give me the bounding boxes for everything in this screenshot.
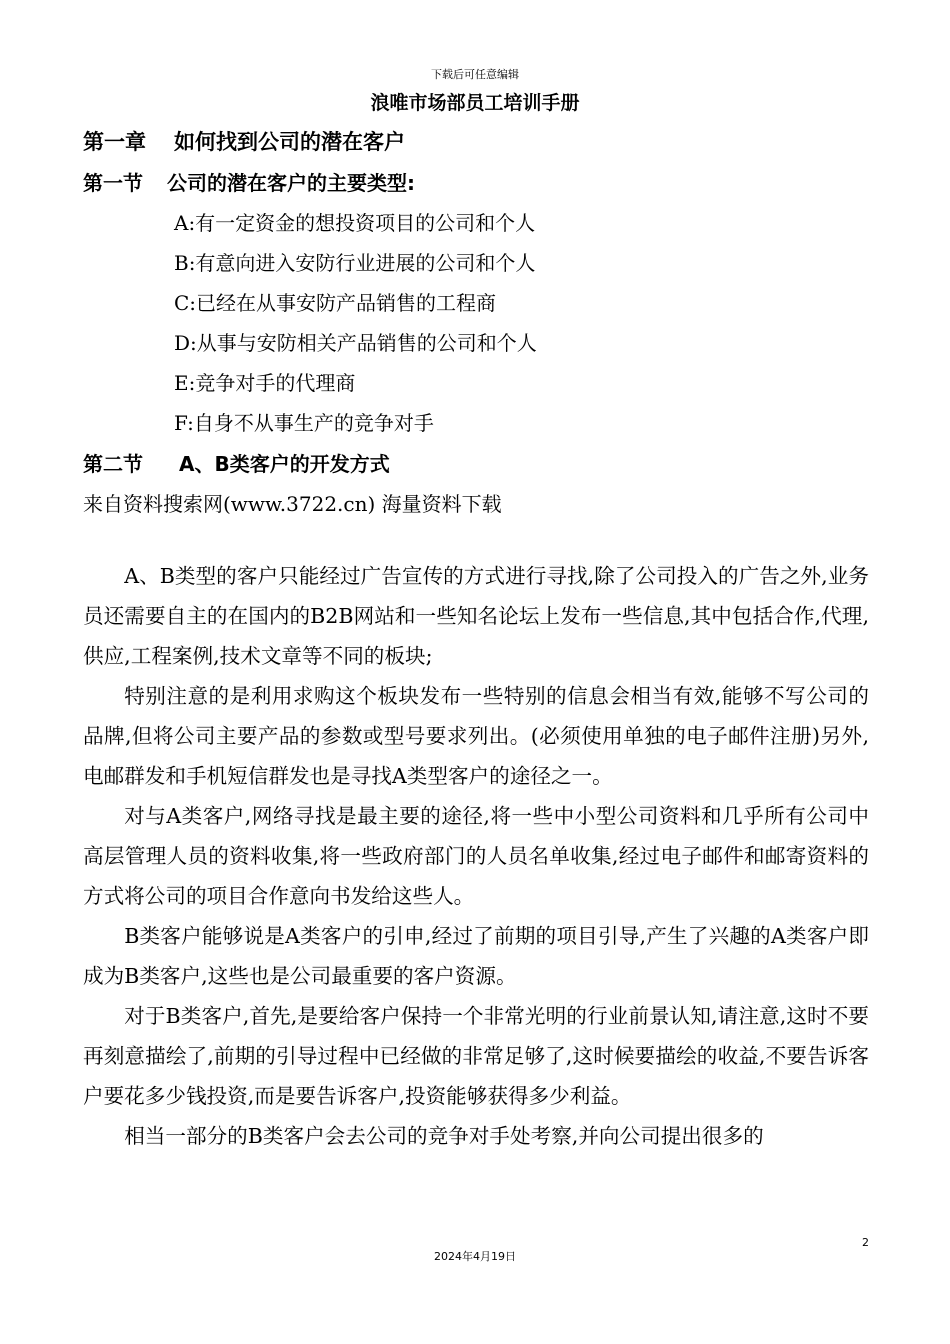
customer-type-item: F:自身不从事生产的竞争对手 [174, 411, 434, 435]
chapter-heading [83, 126, 405, 156]
section-title: 公司的潜在客户的主要类型: [167, 171, 415, 195]
body-text [83, 556, 869, 1156]
paragraph: B类客户能够说是A类客户的引申,经过了前期的项目引导,产生了兴趣的A类客户即成为B类客户,这些也是公司最重要的客户资源。 [83, 924, 869, 988]
customer-type-item: B:有意向进入安防行业进展的公司和个人 [174, 251, 536, 275]
document-title: 浪唯市场部员工培训手册 [370, 92, 580, 114]
paragraph: A、B类型的客户只能经过广告宣传的方式进行寻找,除了公司投入的广告之外,业务员还需要自主的在国内的B2B网站和一些知名论坛上发布一些信息,其中包括合作,代理,供应,工程案例,技术文章等不同的板块; [83, 564, 869, 668]
source-line: 来自资料搜索网(www.3722.cn) 海量资料下载 [83, 492, 502, 516]
section-number: 第二节 [83, 452, 143, 476]
section-heading-1 [83, 167, 415, 196]
customer-type-item: E:竞争对手的代理商 [174, 371, 356, 395]
section-number: 第一节 [83, 171, 143, 195]
header-note: 下载后可任意编辑 [431, 68, 519, 81]
paragraph: 对与A类客户,网络寻找是最主要的途径,将一些中小型公司资料和几乎所有公司中高层管理人员的资料收集,将一些政府部门的人员名单收集,经过电子邮件和邮寄资料的方式将公司的项目合作意向书发给这些人。 [83, 804, 869, 908]
customer-type-item: A:有一定资金的想投资项目的公司和个人 [174, 211, 536, 235]
paragraph: 特别注意的是利用求购这个板块发布一些特别的信息会相当有效,能够不写公司的品牌,但将公司主要产品的参数或型号要求列出。(必须使用单独的电子邮件注册)另外,电邮群发和手机短信群发也是寻找A类型客户的途径之一。 [83, 684, 869, 788]
customer-type-item: D:从事与安防相关产品销售的公司和个人 [174, 331, 537, 355]
paragraph: 对于B类客户,首先,是要给客户保持一个非常光明的行业前景认知,请注意,这时不要再刻意描绘了,前期的引导过程中已经做的非常足够了,这时候要描绘的收益,不要告诉客户要花多少钱投资,而是要告诉客户,投资能够获得多少利益。 [83, 1004, 869, 1108]
footer-date: 2024年4月19日 [434, 1250, 516, 1263]
section-title: A、B类客户的开发方式 [179, 452, 390, 476]
section-heading-2 [83, 448, 390, 477]
paragraph: 相当一部分的B类客户会去公司的竞争对手处考察,并向公司提出很多的 [124, 1124, 764, 1148]
page-number: 2 [862, 1236, 869, 1249]
customer-type-item: C:已经在从事安防产品销售的工程商 [174, 291, 497, 315]
chapter-title: 如何找到公司的潜在客户 [174, 130, 405, 154]
chapter-number: 第一章 [83, 130, 146, 154]
